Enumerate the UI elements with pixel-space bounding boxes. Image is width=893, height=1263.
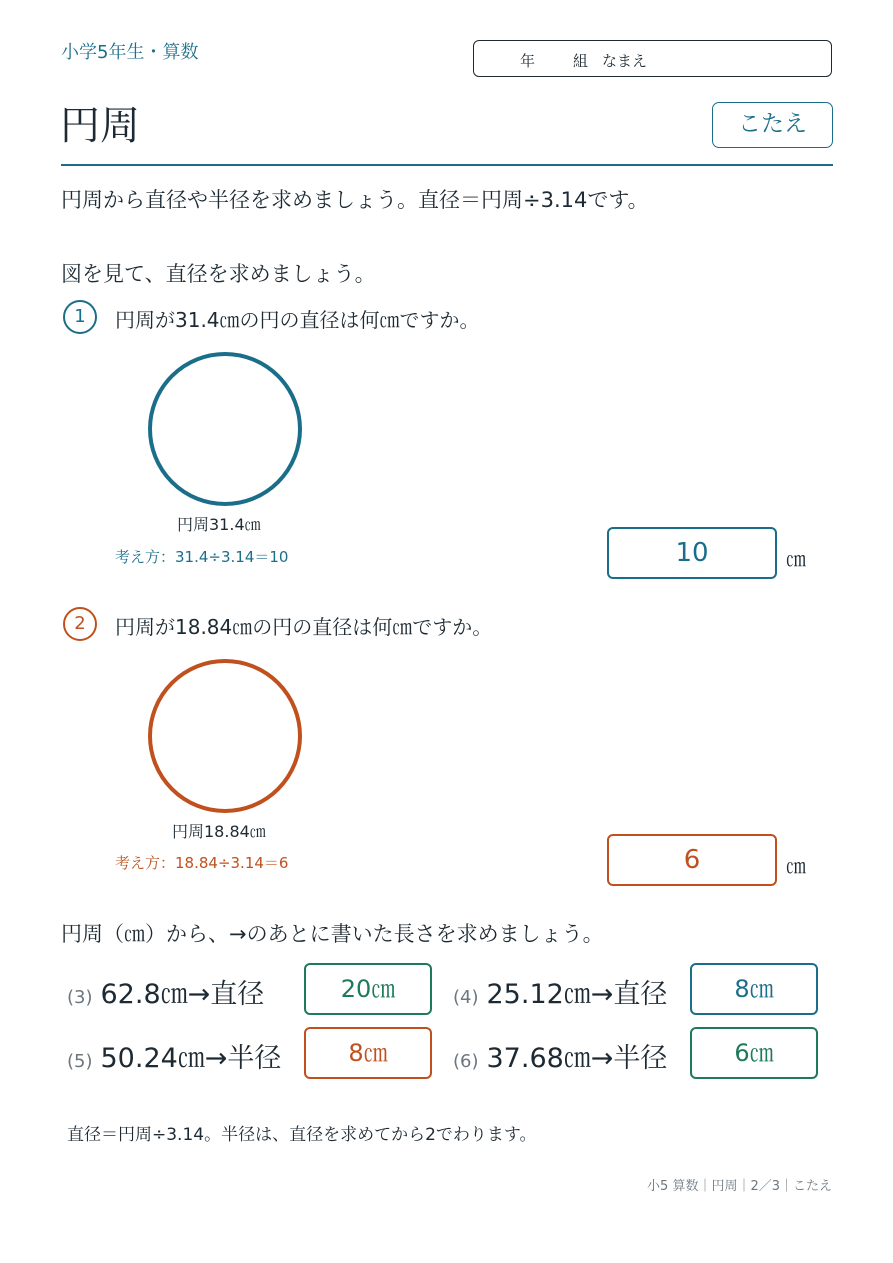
exercise-item (67, 972, 264, 1011)
section2-heading: 円周（㎝）から、→のあとに書いた長さを求めましょう。 (61, 922, 604, 946)
section1-heading: 図を見て、直径を求めましょう。 (61, 262, 376, 286)
question-text: 円周が18.84㎝の円の直径は何㎝ですか。 (115, 615, 493, 639)
exercise-number: (4) (453, 987, 479, 1008)
answer-box[interactable]: 8㎝ (690, 963, 818, 1015)
circle-label: 円周31.4㎝ (177, 515, 261, 534)
header-divider (61, 164, 833, 166)
circle-figure (148, 352, 302, 506)
unit-label: ㎝ (786, 854, 806, 878)
exercise-item (453, 1036, 667, 1075)
year-label: 年 (520, 52, 536, 70)
exercise-text: 37.68㎝→半径 (486, 1043, 668, 1074)
class-label: 組 (573, 52, 589, 70)
name-field[interactable] (473, 40, 832, 77)
circle-label: 円周18.84㎝ (172, 822, 266, 841)
exercise-number: (3) (67, 987, 93, 1008)
hint-text: 考え方：18.84÷3.14＝6 (115, 854, 289, 872)
answer-box[interactable]: 20㎝ (304, 963, 432, 1015)
question-number: 1 (63, 300, 97, 334)
exercise-number: (5) (67, 1051, 93, 1072)
exercise-item (67, 1036, 281, 1075)
exercise-text: 62.8㎝→直径 (100, 979, 265, 1010)
question-number: 2 (63, 607, 97, 641)
answer-box[interactable]: 6㎝ (690, 1027, 818, 1079)
exercise-text: 50.24㎝→半径 (100, 1043, 282, 1074)
answer-box[interactable]: 8㎝ (304, 1027, 432, 1079)
hint-text: 考え方：31.4÷3.14＝10 (115, 548, 289, 566)
circle-figure (148, 659, 302, 813)
answer-badge: こたえ (712, 102, 833, 148)
answer-box[interactable]: 10 (607, 527, 777, 579)
page-footer: 小5 算数｜円周｜2／3｜こたえ (647, 1179, 832, 1194)
unit-label: ㎝ (786, 547, 806, 571)
exercise-number: (6) (453, 1051, 479, 1072)
note-text: 直径＝円周÷3.14。半径は、直径を求めてから2でわります。 (67, 1125, 537, 1145)
question-text: 円周が31.4㎝の円の直径は何㎝ですか。 (115, 308, 480, 332)
page-title: 円周 (60, 103, 140, 149)
answer-box[interactable]: 6 (607, 834, 777, 886)
exercise-text: 25.12㎝→直径 (486, 979, 668, 1010)
name-label: なまえ (602, 52, 648, 70)
grade-label: 小学5年生・算数 (61, 42, 199, 63)
intro-text: 円周から直径や半径を求めましょう。直径＝円周÷3.14です。 (61, 188, 649, 212)
exercise-item (453, 972, 667, 1011)
